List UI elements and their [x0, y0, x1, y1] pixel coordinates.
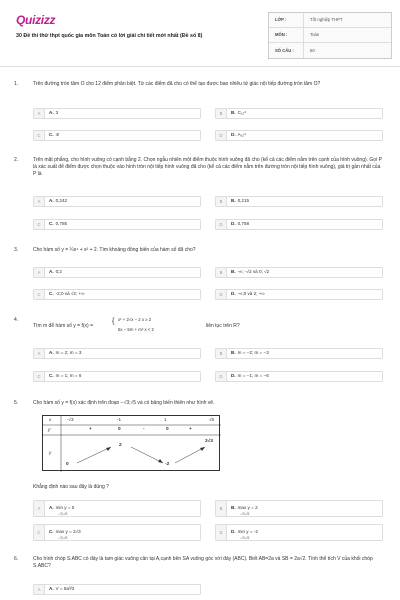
- sign: 0: [118, 427, 121, 432]
- option-value: A₁₂⁴: [237, 132, 246, 138]
- sign: -: [143, 427, 145, 432]
- option-letter: D: [216, 220, 227, 229]
- option-letter: C: [34, 525, 45, 540]
- question-number: 6.: [14, 556, 19, 562]
- option-label: C.: [49, 529, 54, 535]
- option-a[interactable]: [33, 108, 201, 119]
- option-label: B.: [231, 269, 236, 275]
- option-label: B.: [231, 350, 236, 356]
- document-header: [0, 0, 400, 66]
- option-value: 0,758: [237, 221, 250, 227]
- question-number: 3.: [14, 247, 19, 253]
- option-label: C.: [49, 132, 54, 138]
- option-letter: D: [216, 131, 227, 140]
- question-text: Trên mặt phẳng, cho hình vuông có cạnh bằng 2. Chọn ngẫu nhiên một điểm thuộc hình vuông đã cho (kể cả các điểm nằm trên cạnh của hình vuông). Gọi P là xác suất để điểm được chọn thuộc vào hình tròn nội tiếp hình vuông đã cho (kể cả các điểm nằm trên đường tròn nội tiếp hình vuông), giá trị gần nhất của P là: [33, 157, 382, 177]
- option-value: min y = -2: [237, 529, 258, 535]
- brace-icon: {: [112, 318, 115, 325]
- option-label: D.: [231, 221, 236, 227]
- option-a[interactable]: [33, 500, 201, 517]
- option-a[interactable]: [33, 584, 201, 595]
- option-value: 0,785: [55, 221, 68, 227]
- option-letter: A: [34, 501, 45, 516]
- question-text-end: liên tục trên R?: [206, 323, 240, 329]
- option-d[interactable]: [215, 219, 383, 230]
- option-b[interactable]: [215, 348, 383, 359]
- question-text: Cho hàm số y = ¼x⁴ + x² + 2. Tìm khoảng đồng biến của hàm số đã cho?: [33, 247, 196, 253]
- option-a[interactable]: [33, 348, 201, 359]
- sign: +: [89, 427, 92, 432]
- option-value: 3: [55, 110, 59, 116]
- option-value: m = 2; m = 3: [55, 350, 82, 356]
- option-value: V = 8a³/3: [55, 586, 75, 592]
- option-b[interactable]: [215, 196, 383, 207]
- option-letter: C: [34, 372, 45, 381]
- document-title: 30 Đề thi thử thpt quốc gia môn Toán có lời giải chi tiết mới nhất (Đề số 8): [16, 33, 203, 39]
- question-text: Tìm m để hàm số y = f(x) =: [33, 323, 94, 329]
- y-value: 2: [119, 443, 122, 448]
- option-c[interactable]: [33, 289, 201, 300]
- option-value: m = −2; m = −3: [237, 350, 269, 356]
- meta-label: LỚP :: [275, 17, 287, 23]
- y-label: y: [49, 450, 52, 455]
- option-label: B.: [231, 198, 236, 204]
- option-label: A.: [49, 586, 54, 592]
- variation-table-grid: [43, 416, 221, 472]
- option-letter: B: [216, 349, 227, 358]
- option-letter: B: [216, 268, 227, 277]
- x-label: x: [49, 417, 52, 422]
- option-letter: B: [216, 109, 227, 118]
- x-value: -1: [117, 417, 122, 422]
- option-letter: A: [34, 585, 45, 594]
- option-letter: A: [34, 197, 45, 206]
- option-c[interactable]: [33, 371, 201, 382]
- option-d[interactable]: [215, 371, 383, 382]
- option-label: C.: [49, 221, 54, 227]
- option-d[interactable]: [215, 524, 383, 541]
- option-value: min y = 0: [55, 505, 75, 511]
- x-value: -√3: [67, 417, 74, 422]
- option-a[interactable]: [33, 196, 201, 207]
- option-value: 0,242: [55, 198, 68, 204]
- option-value: m = 1; m = 6: [55, 373, 82, 379]
- x-value: √5: [209, 417, 215, 422]
- option-label: D.: [231, 373, 236, 379]
- option-value: -2;0 và √2; +∞: [55, 291, 85, 297]
- option-letter: D: [216, 372, 227, 381]
- option-letter: A: [34, 268, 45, 277]
- option-letter: C: [34, 290, 45, 299]
- question-number: 2.: [14, 157, 19, 163]
- option-letter: D: [216, 290, 227, 299]
- meta-info-box: [268, 12, 392, 59]
- option-value: 4!: [55, 132, 60, 138]
- option-d[interactable]: [215, 289, 383, 300]
- piecewise-top: x² + 2√x − 2 x ≥ 2: [118, 317, 152, 322]
- option-letter: C: [34, 131, 45, 140]
- y-value: 2√3: [205, 439, 213, 444]
- y-value: 0: [66, 462, 69, 467]
- option-label: B.: [231, 110, 236, 116]
- option-value: -∞;0 và 2; +∞: [237, 291, 265, 297]
- option-d[interactable]: [215, 130, 383, 141]
- option-c[interactable]: [33, 219, 201, 230]
- meta-value: Toán: [303, 28, 391, 42]
- option-b[interactable]: [215, 267, 383, 278]
- question-number: 1.: [14, 81, 19, 87]
- meta-row-count: [269, 43, 391, 58]
- option-b[interactable]: [215, 500, 383, 517]
- meta-label: MÔN :: [275, 32, 288, 38]
- option-label: C.: [49, 291, 54, 297]
- meta-value: Tốt nghiệp THPT: [303, 13, 391, 27]
- question-text: Cho hình chóp S.ABC có đáy là tam giác vuông cân tại A,cạnh bên SA vuông góc với đáy (ABC). Biết AB=2a và SB = 2a√2. Tính thể tích V của khối chóp S.ABC?: [33, 556, 373, 569]
- option-domain: -√3;√5: [58, 536, 68, 540]
- meta-value: 50: [303, 43, 391, 58]
- question-text: Trên đường tròn tâm O cho 12 điểm phân biệt. Từ các điểm đã cho có thể tạo được bao nhiêu tứ giác nội tiếp đường tròn tâm O?: [33, 81, 321, 87]
- option-b[interactable]: [215, 108, 383, 119]
- option-value: C₁₂⁴: [237, 110, 247, 116]
- option-value: -∞; -√2 và 0; √2: [237, 269, 270, 275]
- option-c[interactable]: [33, 524, 201, 541]
- sign: 0: [166, 427, 169, 432]
- meta-row-class: [269, 13, 391, 28]
- option-a[interactable]: [33, 267, 201, 278]
- derivative-label: y': [48, 427, 52, 432]
- piecewise-bottom: 5x − 5m + m² x < 2: [118, 327, 154, 332]
- option-letter: A: [34, 109, 45, 118]
- x-value: 1: [164, 417, 167, 422]
- option-value: 0;2: [55, 269, 62, 275]
- question-number: 4.: [14, 317, 19, 323]
- option-value: m = −1; m = −6: [237, 373, 269, 379]
- option-label: D.: [231, 132, 236, 138]
- sign: +: [189, 427, 192, 432]
- option-label: A.: [49, 269, 54, 275]
- quizizz-logo: Quizizz: [16, 13, 56, 27]
- option-label: A.: [49, 505, 54, 511]
- option-letter: A: [34, 349, 45, 358]
- header-divider: [0, 66, 400, 67]
- question-text: Cho hàm số y = f(x) xác định trên đoạn −√3;√5 và có bảng biến thiên như hình vẽ.: [33, 400, 215, 406]
- meta-row-subject: [269, 28, 391, 43]
- option-domain: -√3;√5: [240, 536, 250, 540]
- option-letter: D: [216, 525, 227, 540]
- option-c[interactable]: [33, 130, 201, 141]
- y-value: -2: [165, 462, 170, 467]
- meta-label: SỐ CÂU :: [275, 47, 294, 53]
- option-value: max y = 2: [237, 505, 258, 511]
- variation-table: [42, 415, 220, 471]
- option-domain: -√3;√5: [240, 512, 250, 516]
- option-letter: C: [34, 220, 45, 229]
- question-prompt: Khẳng định nào sau đây là đúng ?: [33, 484, 109, 490]
- option-value: 0,215: [237, 198, 250, 204]
- option-letter: B: [216, 197, 227, 206]
- option-label: D.: [231, 529, 236, 535]
- option-label: A.: [49, 110, 54, 116]
- option-label: C.: [49, 373, 54, 379]
- option-label: B.: [231, 505, 236, 511]
- option-value: max y = 2√3: [55, 529, 81, 535]
- option-letter: B: [216, 501, 227, 516]
- question-number: 5.: [14, 400, 19, 406]
- option-label: A.: [49, 198, 54, 204]
- option-domain: -√3;√5: [58, 512, 68, 516]
- option-label: A.: [49, 350, 54, 356]
- option-label: D.: [231, 291, 236, 297]
